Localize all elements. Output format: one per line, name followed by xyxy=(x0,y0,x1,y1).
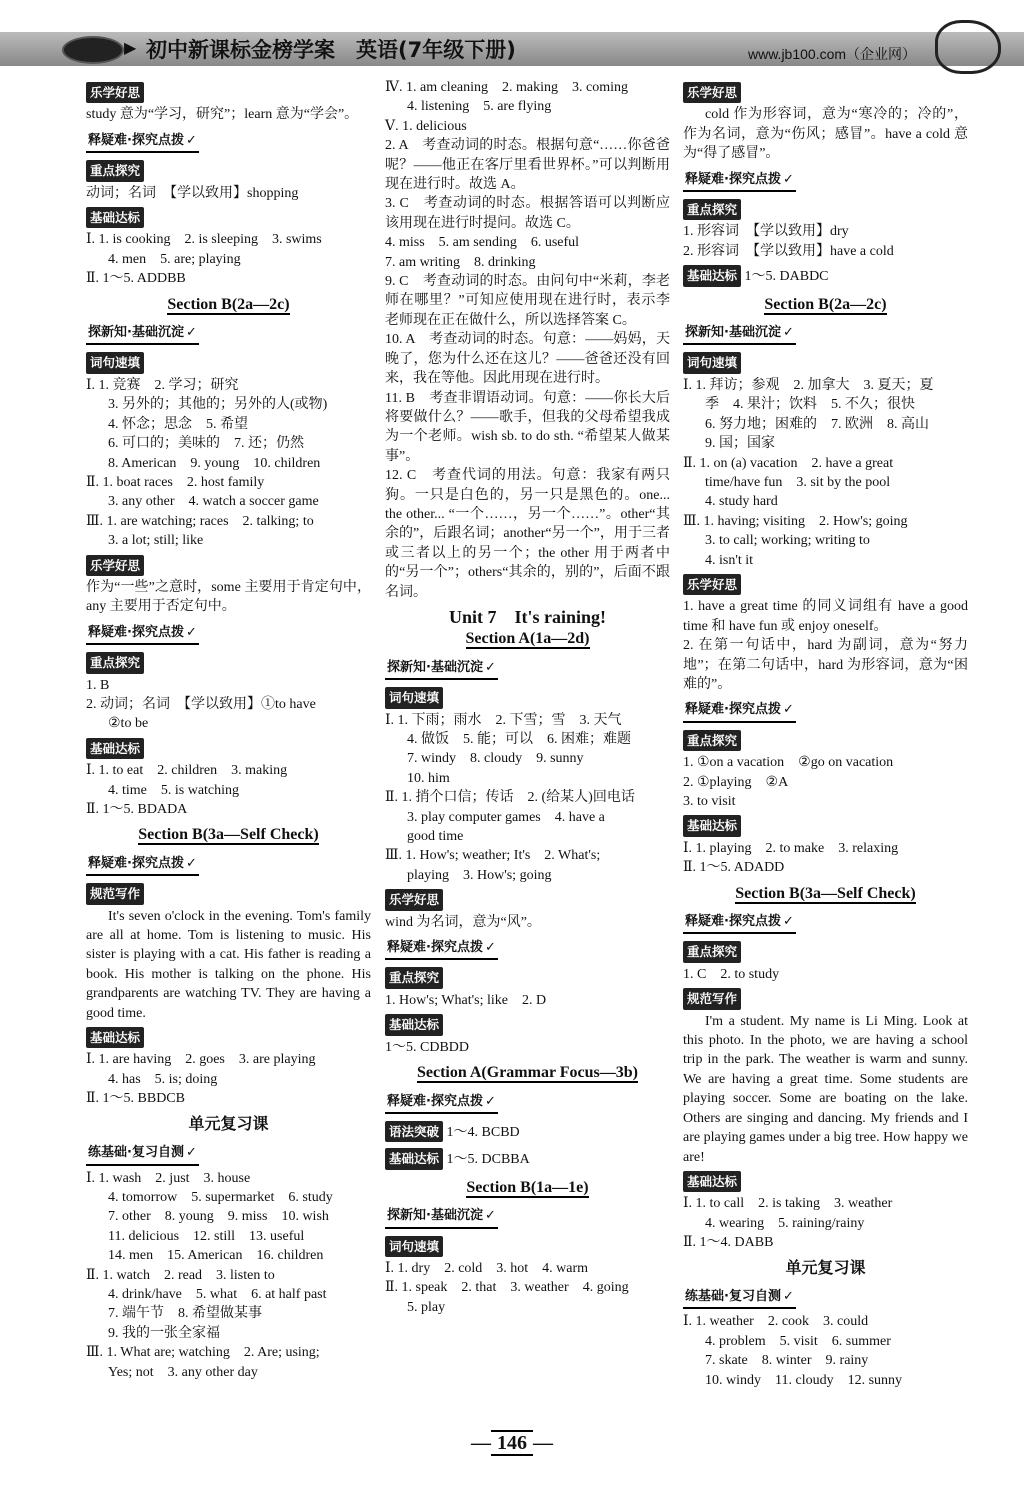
answer-line: 1. 形容词 【学以致用】dry xyxy=(683,224,849,240)
answer-line xyxy=(385,1117,670,1144)
answer-line: Ⅲ. 1. What are; watching 2. Are; using; xyxy=(86,1345,320,1361)
answer-line: Ⅲ. 1. having; visiting 2. How's; going xyxy=(683,513,908,529)
section-ribbon: 练基础·复习自测 ✓ xyxy=(683,1286,796,1309)
answer-line: Ⅱ. 1～5. BDADA xyxy=(86,802,188,817)
check-icon: ✓ xyxy=(185,325,197,341)
check-icon: ✓ xyxy=(782,325,794,341)
answer-line: 动词；名词 【学以致用】shopping xyxy=(86,185,299,201)
answer-line: 3. to call; working; writing to xyxy=(705,533,870,549)
answer-line: Ⅴ. 1. delicious xyxy=(385,118,467,134)
answer-line: Ⅱ. 1～5. BBDCB xyxy=(86,1091,185,1107)
section-label: 基础达标 xyxy=(86,1027,144,1048)
answer-line: 3. play computer games 4. have a xyxy=(407,809,605,825)
answer-line: Ⅱ. 1. boat races 2. host family xyxy=(86,474,265,490)
note-text: study 意为“学习，研究”；learn 意为“学会”。 xyxy=(86,107,359,123)
answer-line: Ⅰ. 1. is cooking 2. is sleeping 3. swims xyxy=(86,232,322,248)
check-icon: ✓ xyxy=(484,1093,496,1109)
answer-line: Ⅰ. 1. to eat 2. children 3. making xyxy=(86,763,288,779)
answer-line: 7. windy 8. cloudy 9. sunny xyxy=(407,751,584,767)
answer-line: 2. 动词；名词 【学以致用】①to have xyxy=(86,696,316,712)
answer-line: 3. a lot; still; like xyxy=(108,533,204,549)
answer-line: Ⅱ. 1. speak 2. that 3. weather 4. going xyxy=(385,1280,629,1296)
section-label: 词句速填 xyxy=(385,687,443,708)
section-label: 重点探究 xyxy=(86,652,144,673)
arrow-icon: ▶ xyxy=(124,40,137,57)
section-label: 重点探究 xyxy=(385,967,443,988)
section-ribbon: 探新知·基础沉淀 ✓ xyxy=(683,322,796,345)
section-label: 基础达标 xyxy=(385,1148,443,1169)
answer-line: 4. time 5. is watching xyxy=(108,782,240,798)
publisher-logo xyxy=(62,36,124,64)
answer-line: ②to be xyxy=(108,716,149,732)
answer-line: Ⅰ. 1. to call 2. is taking 3. weather xyxy=(683,1196,893,1212)
answer-line: 9. 我的一张全家福 xyxy=(108,1325,220,1341)
answer-line: 4. study hard xyxy=(705,494,778,510)
section-label: 乐学好思 xyxy=(683,82,741,103)
answer-line: 7. skate 8. winter 9. rainy xyxy=(705,1353,869,1369)
section-label: 词句速填 xyxy=(385,1236,443,1257)
check-icon: ✓ xyxy=(185,624,197,640)
section-label: 乐学好思 xyxy=(385,889,443,910)
answer-line: Ⅰ. 1. are having 2. goes 3. are playing xyxy=(86,1052,316,1068)
answer-line: Ⅰ. 1. 下雨；雨水 2. 下雪；雪 3. 天气 xyxy=(385,712,622,728)
writing-sample: It's seven o'clock in the evening. Tom's family are all at home. Tom is listening to music. His sister is playing with a cat. His father is reading a book. His mother is talking on the phone. His grandparents are watching TV. They are having a good time. xyxy=(86,908,371,1021)
answer-line: 2. 形容词 【学以致用】have a cold xyxy=(683,243,894,259)
answer-line: Ⅰ. 1. dry 2. cold 3. hot 4. warm xyxy=(385,1260,589,1276)
answer-line: 1. How's; What's; like 2. D xyxy=(385,992,547,1008)
answer-line: 11. delicious 12. still 13. useful xyxy=(108,1228,305,1244)
section-heading: Section B(3a—Self Check) xyxy=(735,884,916,902)
answer-line: 6. 努力地；困难的 7. 欧洲 8. 高山 xyxy=(705,416,929,432)
section-label: 基础达标 xyxy=(86,738,144,759)
section-label: 基础达标 xyxy=(86,207,144,228)
explanation-item: 12. C 考查代词的用法。句意：我家有两只狗。一只是白色的，另一只是黑色的。one... the other... “一个……，另一个……”。other“其余的”，后跟名词；another“另一个”，用于三者或三者以上的另一个；the other 用于两者中的“另一个”；others“其余的，别的”，后面不跟名词。 xyxy=(385,468,670,600)
check-icon: ✓ xyxy=(782,702,794,718)
answer-line: Ⅰ. 1. wash 2. just 3. house xyxy=(86,1170,251,1186)
answer-line: 4. listening 5. are flying xyxy=(407,99,552,115)
answer-line: wind 为名词，意为“风”。 xyxy=(385,914,541,930)
check-icon: ✓ xyxy=(484,659,496,675)
section-label: 基础达标 xyxy=(683,815,741,836)
section-label: 乐学好思 xyxy=(86,555,144,576)
answer-line: 3. to visit xyxy=(683,794,736,809)
answer-line: 7. am writing 8. drinking xyxy=(385,254,536,270)
answer-line: Ⅰ. 1. 拜访；参观 2. 加拿大 3. 夏天；夏 xyxy=(683,377,934,393)
answer-line: Ⅳ. 1. am cleaning 2. making 3. coming xyxy=(385,80,628,95)
answer-line: 7. 端午节 8. 希望做某事 xyxy=(108,1306,262,1322)
section-ribbon: 释疑难·探究点拨 ✓ xyxy=(86,622,199,645)
answer-line: Ⅱ. 1～5. ADADD xyxy=(683,860,785,876)
answer-line: Ⅱ. 1～5. ADDBB xyxy=(86,271,186,287)
answer-line: 4. tomorrow 5. supermarket 6. study xyxy=(108,1189,333,1205)
answer-line: good time xyxy=(407,829,464,845)
website-url: www.jb100.com（企业网） xyxy=(748,46,917,62)
answer-line: 4. isn't it xyxy=(705,552,754,568)
section-label: 重点探究 xyxy=(683,941,741,962)
answer-line: 1. B xyxy=(86,677,110,693)
explanation-item: 2. A 考查动词的时态。根据句意“……你爸爸呢？——他正在客厅里看世界杯。”可以判断用现在进行时。故选 A。 xyxy=(385,138,670,193)
answer-line: 4. has 5. is; doing xyxy=(108,1071,218,1087)
section-ribbon: 探新知·基础沉淀 ✓ xyxy=(86,322,199,345)
answer-line: Ⅱ. 1. on (a) vacation 2. have a great xyxy=(683,455,894,471)
section-heading: Section B(2a—2c) xyxy=(167,295,290,313)
section-ribbon: 释疑难·探究点拨 ✓ xyxy=(385,1091,498,1114)
answer-line: 1. ①on a vacation ②go on vacation xyxy=(683,755,894,771)
section-ribbon: 释疑难·探究点拨 ✓ xyxy=(385,937,498,960)
answer-line: 2. ①playing ②A xyxy=(683,774,789,790)
section-label: 规范写作 xyxy=(683,988,741,1009)
column-middle xyxy=(385,78,670,1317)
answer-line: 4. 怀念；思念 5. 希望 xyxy=(108,416,248,432)
writing-sample: I'm a student. My name is Li Ming. Look at this photo. In the photo, we are having a school trip in the park. The weather is warm and sunny. We are having a great time. Some students are playing soccer. Some are boating on the lake. Others are singing and dancing. My friends and I are playing games under a big tree. How happy we are! xyxy=(683,1013,968,1165)
answer-line: 4. miss 5. am sending 6. useful xyxy=(385,235,580,251)
section-label: 乐学好思 xyxy=(683,574,741,595)
note-text: 1. have a great time 的同义词组有 have a good time 和 have fun 或 enjoy oneself。 xyxy=(683,599,968,634)
answer-line: 3. 另外的；其他的；另外的人(或物) xyxy=(108,397,328,413)
section-label: 基础达标 xyxy=(683,1171,741,1192)
answer-line: 7. other 8. young 9. miss 10. wish xyxy=(108,1209,329,1225)
section-heading: Section A(1a—2d) xyxy=(465,630,590,648)
section-label: 词句速填 xyxy=(683,352,741,373)
section-label: 词句速填 xyxy=(86,352,144,373)
check-icon: ✓ xyxy=(185,132,197,148)
answer-line: 1. C 2. to study xyxy=(683,966,780,982)
answer-line: 10. windy 11. cloudy 12. sunny xyxy=(705,1372,903,1388)
section-heading: 单元复习课 xyxy=(188,1115,269,1133)
section-label: 重点探究 xyxy=(86,160,144,181)
section-ribbon: 释疑难·探究点拨 ✓ xyxy=(683,169,796,192)
answer-text: 1～4. BCBD xyxy=(446,1124,520,1140)
answer-line: Yes; not 3. any other day xyxy=(108,1364,258,1380)
check-icon: ✓ xyxy=(484,1208,496,1224)
section-ribbon: 释疑难·探究点拨 ✓ xyxy=(86,853,199,876)
page-number: — 146 — xyxy=(471,1432,553,1454)
check-icon: ✓ xyxy=(782,1288,794,1304)
answer-line xyxy=(683,261,968,288)
explanation-item: 11. B 考查非谓语动词。句意：——你长大后将要做什么？——歌手，但我的父母希望我成为一个老师。wish sb. to do sth. “希望某人做某事”。 xyxy=(385,390,670,464)
answer-line: 4. drink/have 5. what 6. at half past xyxy=(108,1286,327,1302)
answer-line: 10. him xyxy=(407,770,450,786)
check-icon: ✓ xyxy=(484,940,496,956)
answer-line: Ⅰ. 1. 竞赛 2. 学习；研究 xyxy=(86,377,239,393)
section-label: 乐学好思 xyxy=(86,82,144,103)
section-heading: Section B(3a—Self Check) xyxy=(138,826,319,844)
page-header xyxy=(0,0,1024,72)
answer-line: 6. 可口的；美味的 7. 还；仍然 xyxy=(108,436,304,452)
answer-line: 3. any other 4. watch a soccer game xyxy=(108,494,319,510)
section-ribbon: 释疑难·探究点拨 ✓ xyxy=(683,699,796,722)
answer-line: playing 3. How's; going xyxy=(407,867,552,883)
answer-line: Ⅰ. 1. playing 2. to make 3. relaxing xyxy=(683,840,899,856)
answer-line: Ⅰ. 1. weather 2. cook 3. could xyxy=(683,1314,869,1330)
answer-line: Ⅱ. 1. 捎个口信；传话 2. (给某人)回电话 xyxy=(385,790,635,806)
section-heading: 单元复习课 xyxy=(785,1259,866,1277)
answer-line: 4. men 5. are; playing xyxy=(108,251,241,267)
section-label: 语法突破 xyxy=(385,1121,443,1142)
explanation-item: 9. C 考查动词的时态。由问句中“米莉，李老师在哪里？”可知应使用现在进行时，表示李老师现在正在做什么，所以选择答案 C。 xyxy=(385,274,670,328)
answer-line: 5. play xyxy=(407,1299,446,1315)
answer-line: 4. problem 5. visit 6. summer xyxy=(705,1333,891,1349)
section-heading: Section B(2a—2c) xyxy=(764,295,887,313)
answer-line: Ⅱ. 1～4. DABB xyxy=(683,1235,774,1251)
section-label: 重点探究 xyxy=(683,730,741,751)
answer-line: Ⅱ. 1. watch 2. read 3. listen to xyxy=(86,1267,275,1283)
answer-line: 14. men 15. American 16. children xyxy=(108,1248,324,1264)
explanation-item: 10. A 考查动词的时态。句意：——妈妈，天晚了，您为什么还在这儿？——爸爸还没有回来，我在等他。因此用现在进行时。 xyxy=(385,332,670,387)
answer-line xyxy=(385,1144,670,1171)
column-left xyxy=(86,78,371,1382)
unit-title: Unit 7 It's raining! xyxy=(448,606,607,627)
section-label: 基础达标 xyxy=(385,1014,443,1035)
section-label: 重点探究 xyxy=(683,199,741,220)
answer-line: 8. American 9. young 10. children xyxy=(108,455,321,471)
section-label: 规范写作 xyxy=(86,883,144,904)
answer-line: 季 4. 果汁；饮料 5. 不久；很快 xyxy=(705,397,915,413)
column-right xyxy=(683,78,968,1390)
section-ribbon: 探新知·基础沉淀 ✓ xyxy=(385,657,498,680)
answer-text: 1～5. DABDC xyxy=(744,269,829,285)
answer-line: 9. 国；国家 xyxy=(705,436,775,452)
section-ribbon: 释疑难·探究点拨 ✓ xyxy=(86,130,199,153)
note-text: cold 作为形容词，意为“寒冷的；冷的”，作为名词，意为“伤风；感冒”。have a cold 意为“得了感冒”。 xyxy=(683,107,968,162)
check-icon: ✓ xyxy=(185,855,197,871)
answer-line: Ⅲ. 1. are watching; races 2. talking; to xyxy=(86,513,314,529)
book-title: 初中新课标金榜学案 英语(7年级下册) xyxy=(146,38,516,62)
check-icon: ✓ xyxy=(185,1145,197,1161)
answer-line: 4. 做饭 5. 能；可以 6. 困难；难题 xyxy=(407,732,631,747)
section-ribbon: 探新知·基础沉淀 ✓ xyxy=(385,1205,498,1228)
answer-line: 4. wearing 5. raining/rainy xyxy=(705,1215,865,1231)
note-text: 2. 在第一句话中，hard 为副词，意为“努力地”；在第二句话中，hard 为形容词，意为“困难的”。 xyxy=(683,638,968,692)
section-label: 基础达标 xyxy=(683,265,741,286)
section-ribbon: 释疑难·探究点拨 ✓ xyxy=(683,911,796,934)
section-heading: Section B(1a—1e) xyxy=(466,1178,589,1196)
answer-line: Ⅲ. 1. How's; weather; It's 2. What's; xyxy=(385,848,601,864)
answer-line: time/have fun 3. sit by the pool xyxy=(705,474,891,490)
check-icon: ✓ xyxy=(782,914,794,930)
mascot-logo xyxy=(935,20,1001,74)
check-icon: ✓ xyxy=(782,171,794,187)
explanation-item: 3. C 考查动词的时态。根据答语可以判断应该用现在进行时提问。故选 C。 xyxy=(385,196,670,231)
answer-line: 1～5. CDBDD xyxy=(385,1039,470,1055)
note-text: 作为“一些”之意时，some 主要用于肯定句中，any 主要用于否定句中。 xyxy=(86,579,371,615)
section-heading: Section A(Grammar Focus—3b) xyxy=(416,1064,638,1082)
section-ribbon: 练基础·复习自测 ✓ xyxy=(86,1142,199,1165)
answer-text: 1～5. DCBBA xyxy=(446,1152,530,1168)
